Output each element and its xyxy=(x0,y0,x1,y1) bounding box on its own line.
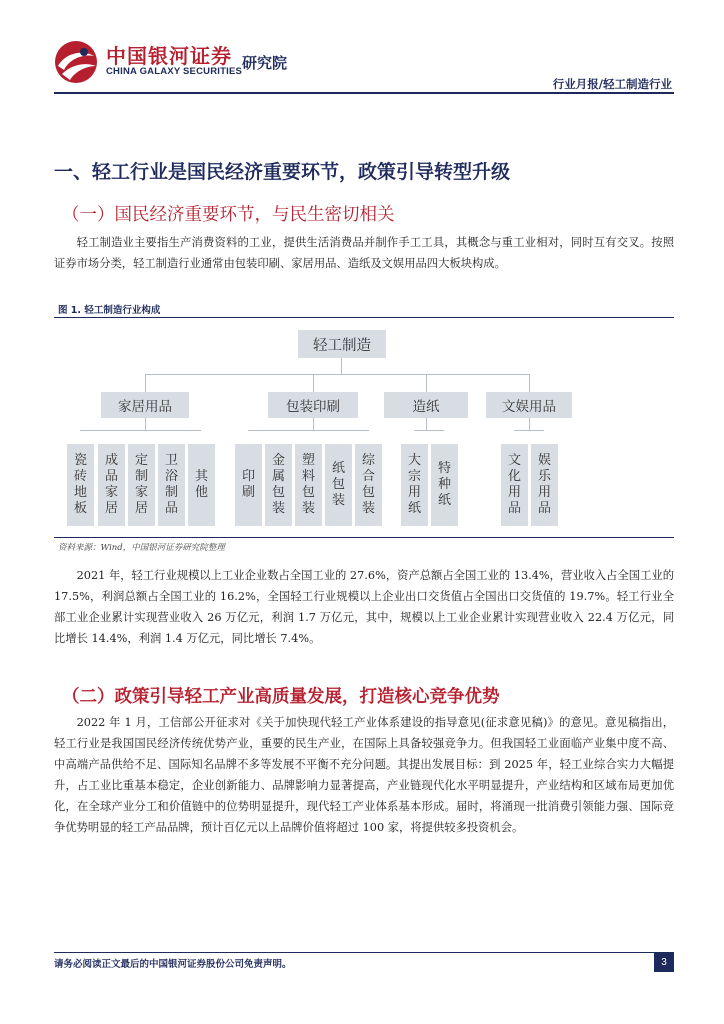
leaf-label: 定 制 家 居 xyxy=(134,453,148,516)
figure-source: 资料来源：Wind，中国银河证券研究院整理 xyxy=(58,543,225,553)
connector-line xyxy=(248,430,369,431)
logo-subtitle: 研究院 xyxy=(242,54,288,72)
leaf-label: 娱 乐 用 品 xyxy=(537,453,551,516)
leaf-node xyxy=(158,444,185,526)
logo-english-name: CHINA GALAXY SECURITIES xyxy=(106,66,243,77)
leaf-node xyxy=(431,444,458,526)
leaf-label: 其 他 xyxy=(194,469,208,500)
connector-line xyxy=(145,374,529,375)
paragraph-2 xyxy=(54,565,674,649)
connector-line xyxy=(426,374,427,392)
leaf-node xyxy=(67,444,94,526)
leaf-node xyxy=(128,444,155,526)
connector-line xyxy=(341,358,342,374)
report-type: 行业月报/轻工制造行业 xyxy=(552,77,672,91)
leaf-label: 卫 浴 制 品 xyxy=(164,453,178,516)
connector-line xyxy=(414,430,444,431)
paragraph-2-text: 2021 年，轻工行业规模以上工业企业数占全国工业的 27.6%，资产总额占全国工业的 13.4%，营业收入占全国工业的 17.5%，利润总额占全国工业的 16.2%，全国轻工行业规模以上企业出口交货值占全国出口交货值的 19.7%。轻工行业全部工业企业累计实现营业收入 26 万亿元，利润 1.7 万亿元，其中，规模以上工业企业累计实现营业收入 22.4 万亿元，同比增长 14.4%，利润 1.4 万亿元，同比增长 7.4%。 xyxy=(54,569,674,645)
figure-title: 图 1. 轻工制造行业构成 xyxy=(58,305,161,316)
leaf-node xyxy=(188,444,215,526)
paragraph-3 xyxy=(54,712,674,838)
connector-line xyxy=(426,418,427,430)
connector-line xyxy=(80,430,201,431)
leaf-node xyxy=(531,444,558,526)
company-logo-icon xyxy=(54,40,98,84)
paragraph-1-text: 轻工制造业主要指生产消费资料的工业，提供生活消费品并制作手工工具，其概念与重工业相对，同时互有交叉。按照证券市场分类，轻工制造行业通常由包装印刷、家居用品、造纸及文娱用品四大板块构成。 xyxy=(54,236,674,270)
leaf-label: 特 种 纸 xyxy=(437,461,451,508)
header-divider xyxy=(54,92,674,94)
connector-line xyxy=(514,430,544,431)
leaf-node xyxy=(355,444,382,526)
subsection-heading-2: （二）政策引导轻工产业高质量发展，打造核心竞争优势 xyxy=(62,687,500,707)
leaf-label: 综 合 包 装 xyxy=(361,453,375,516)
leaf-label: 瓷 砖 地 板 xyxy=(73,453,87,516)
paragraph-1 xyxy=(54,232,674,274)
footer-disclaimer: 请务必阅读正文最后的中国银河证券股份公司免责声明。 xyxy=(54,959,292,970)
subsection-heading-1: （一）国民经济重要环节，与民生密切相关 xyxy=(62,205,395,225)
logo-chinese-name: 中国银河证券 xyxy=(106,44,232,68)
figure-bottom-rule xyxy=(54,537,674,538)
connector-line xyxy=(145,374,146,392)
section-heading: 一、轻工行业是国民经济重要环节，政策引导转型升级 xyxy=(54,161,511,183)
leaf-node xyxy=(295,444,322,526)
connector-line xyxy=(313,418,314,430)
leaf-node xyxy=(235,444,262,526)
leaf-node xyxy=(98,444,125,526)
connector-line xyxy=(313,374,314,392)
connector-line xyxy=(529,418,530,430)
page-number: 3 xyxy=(654,952,674,972)
chart-root-node: 轻工制造 xyxy=(298,330,386,358)
leaf-node xyxy=(401,444,428,526)
category-node-culture: 文娱用品 xyxy=(486,392,572,418)
leaf-node xyxy=(265,444,292,526)
leaf-label: 印 刷 xyxy=(241,469,255,500)
category-node-paper: 造纸 xyxy=(384,392,468,418)
leaf-label: 塑 料 包 装 xyxy=(301,453,315,516)
leaf-label: 金 属 包 装 xyxy=(271,453,285,516)
connector-line xyxy=(529,374,530,392)
footer-divider xyxy=(54,952,674,953)
connector-line xyxy=(145,418,146,430)
leaf-label: 大 宗 用 纸 xyxy=(407,453,421,516)
leaf-node xyxy=(501,444,528,526)
leaf-label: 成 品 家 居 xyxy=(104,453,118,516)
leaf-label: 文 化 用 品 xyxy=(507,453,521,516)
category-node-home: 家居用品 xyxy=(101,392,189,418)
leaf-node xyxy=(325,444,352,526)
figure-top-rule xyxy=(54,317,674,318)
category-node-packaging: 包装印刷 xyxy=(268,392,358,418)
leaf-label: 纸 包 装 xyxy=(331,461,345,508)
paragraph-3-text: 2022 年 1 月，工信部公开征求对《关于加快现代轻工产业体系建设的指导意见(征求意见稿)》的意见。意见稿指出，轻工行业是我国国民经济传统优势产业，重要的民生产业，在国际上具备较强竞争力。但我国轻工业面临产业集中度不高、中高端产品供给不足、国际知名品牌不多等发展不平衡不充分问题。其提出发展目标：到 2025 年，轻工业综合实力大幅提升，占工业比重基本稳定，企业创新能力、品牌影响力显著提高，产业链现代化水平明显提升，产业结构和区域布局更加优化，在全球产业分工和价值链中的位势明显提升，现代轻工产业体系基本形成。届时，将涌现一批消费引领能力强、国际竞争优势明显的轻工产品品牌，预计百亿元以上品牌价值将超过 100 家，将提供较多投资机会。 xyxy=(54,716,674,834)
